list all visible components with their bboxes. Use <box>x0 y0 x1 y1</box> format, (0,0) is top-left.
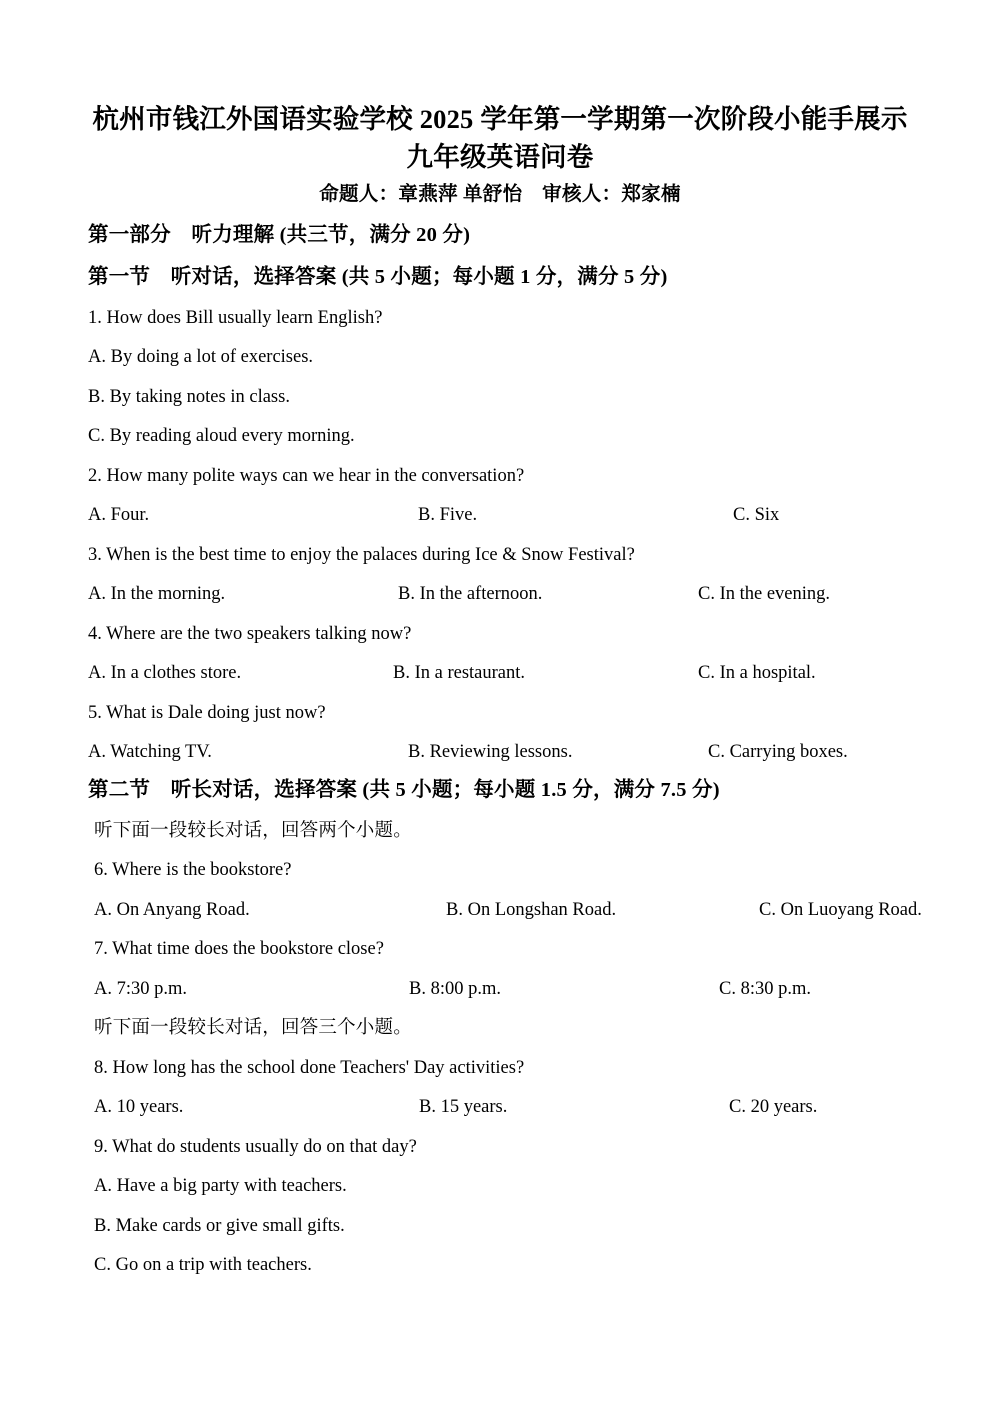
question-5-option-b[interactable]: B. Reviewing lessons. <box>408 742 573 762</box>
section-one-questions <box>60 291 940 765</box>
question-9-option-a[interactable]: A. Have a big party with teachers. <box>94 1176 347 1196</box>
question-5-text: 5. What is Dale doing just now? <box>88 702 326 723</box>
question-1-option-a[interactable]: A. By doing a lot of exercises. <box>88 347 314 367</box>
question-6-options <box>94 883 940 923</box>
question-8-text: 8. How long has the school done Teachers' Day activities? <box>94 1057 525 1078</box>
question-5-option-c[interactable]: C. Carrying boxes. <box>708 742 848 762</box>
question-6-option-a[interactable]: A. On Anyang Road. <box>94 899 250 920</box>
section-two-note-one: 听下面一段较长对话，回答两个小题。 <box>94 820 412 841</box>
question-3-text: 3. When is the best time to enjoy the palaces during Ice & Snow Festival? <box>88 544 635 565</box>
question-9-option-b[interactable]: B. Make cards or give small gifts. <box>94 1215 345 1236</box>
question-7-text: 7. What time does the bookstore close? <box>94 939 384 959</box>
question-5-option-a[interactable]: A. Watching TV. <box>88 742 212 762</box>
question-1-option-b[interactable]: B. By taking notes in class. <box>88 386 290 407</box>
question-6-text: 6. Where is the bookstore? <box>94 860 292 880</box>
question-8-option-b[interactable]: B. 15 years. <box>419 1097 508 1117</box>
title-line-2: 九年级英语问卷 <box>406 142 594 172</box>
part-one-heading: 第一部分 听力理解 (共三节，满分 20 分) <box>88 224 471 246</box>
question-1-text: 1. How does Bill usually learn English? <box>88 307 383 328</box>
question-1-option-c[interactable]: C. By reading aloud every morning. <box>88 426 355 446</box>
question-9-text: 9. What do students usually do on that day? <box>94 1136 417 1157</box>
question-4-options <box>88 647 940 687</box>
question-2-option-a[interactable]: A. Four. <box>88 505 150 525</box>
section-two-heading: 第二节 听长对话，选择答案 (共 5 小题；每小题 1.5 分，满分 7.5 分) <box>88 779 720 801</box>
question-4-option-a[interactable]: A. In a clothes store. <box>88 663 242 683</box>
question-5-options <box>88 726 940 766</box>
question-4-text: 4. Where are the two speakers talking now? <box>88 623 412 644</box>
question-2-option-b[interactable]: B. Five. <box>418 505 478 525</box>
question-2-text: 2. How many polite ways can we hear in the conversation? <box>88 465 525 486</box>
question-7-options <box>94 962 940 1002</box>
section-two-note-two: 听下面一段较长对话，回答三个小题。 <box>94 1018 412 1038</box>
question-3-option-a[interactable]: A. In the morning. <box>88 584 226 604</box>
question-4-option-c[interactable]: C. In a hospital. <box>698 663 816 683</box>
question-8-option-a[interactable]: A. 10 years. <box>94 1097 184 1117</box>
question-8-option-c[interactable]: C. 20 years. <box>729 1097 818 1117</box>
question-3-options <box>88 568 940 608</box>
title-line-1: 杭州市钱江外国语实验学校 2025 学年第一学期第一次阶段小能手展示 <box>92 104 908 134</box>
author-byline: 命题人：章燕萍 单舒怡 审核人：郑家楠 <box>319 184 681 205</box>
section-one-heading: 第一节 听对话，选择答案 (共 5 小题；每小题 1 分，满分 5 分) <box>88 266 668 288</box>
question-9-option-c[interactable]: C. Go on a trip with teachers. <box>94 1255 312 1275</box>
page-title <box>60 100 940 176</box>
question-3-option-c[interactable]: C. In the evening. <box>698 584 831 604</box>
question-4-option-b[interactable]: B. In a restaurant. <box>393 663 526 683</box>
question-7-option-b[interactable]: B. 8:00 p.m. <box>409 978 501 999</box>
question-7-option-a[interactable]: A. 7:30 p.m. <box>94 978 188 999</box>
question-6-option-b[interactable]: B. On Longshan Road. <box>446 899 617 920</box>
question-6-option-c[interactable]: C. On Luoyang Road. <box>759 899 922 920</box>
question-8-options <box>94 1081 940 1121</box>
section-two-questions <box>60 804 940 1278</box>
question-2-option-c[interactable]: C. Six <box>733 505 780 525</box>
question-2-options <box>88 489 940 529</box>
question-3-option-b[interactable]: B. In the afternoon. <box>398 584 543 604</box>
question-7-option-c[interactable]: C. 8:30 p.m. <box>719 978 811 999</box>
